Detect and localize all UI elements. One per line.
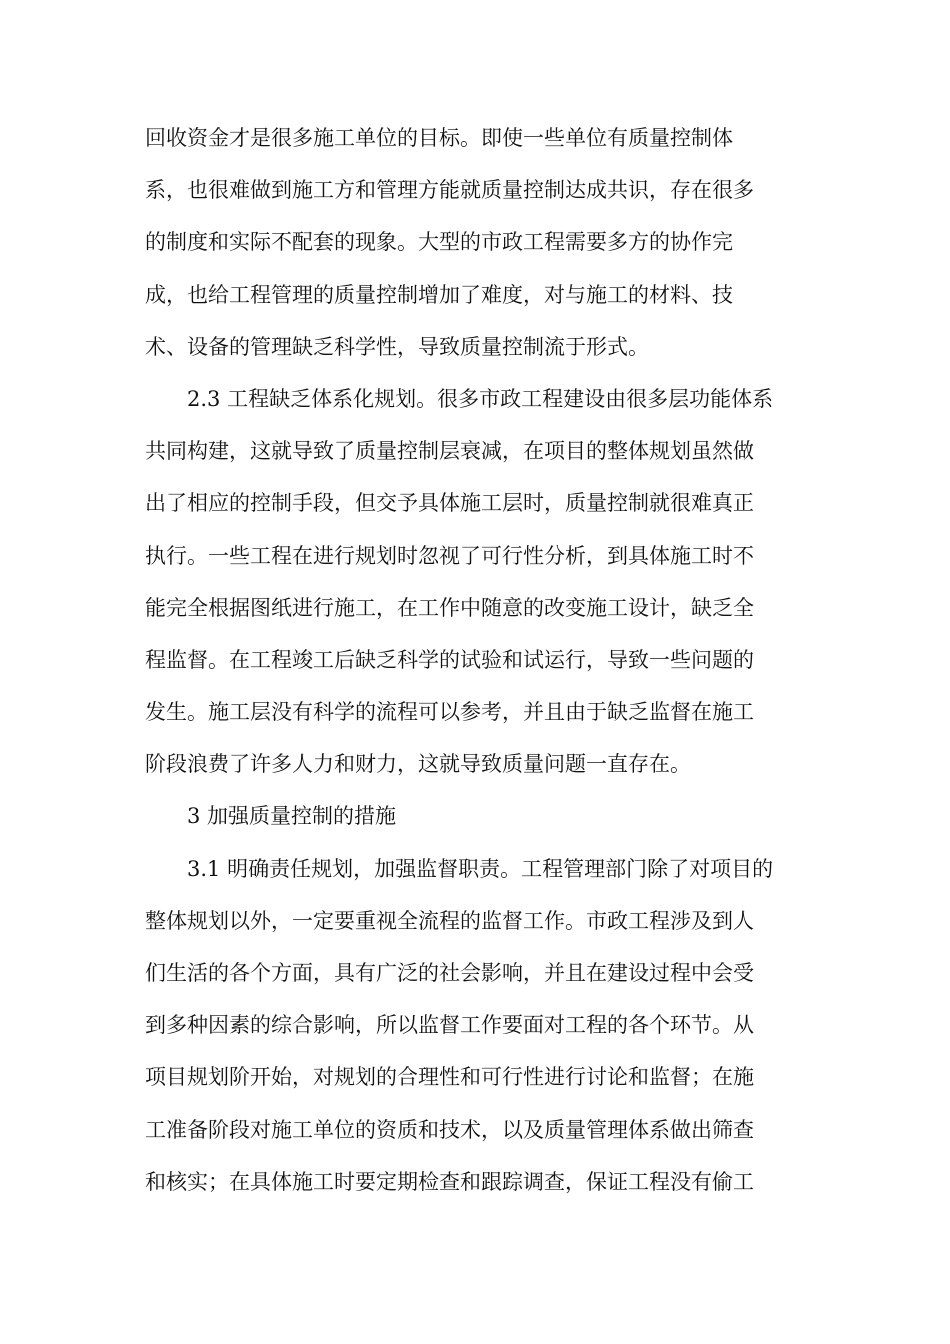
text-line: 阶段浪费了许多人力和财力，这就导致质量问题一直存在。	[145, 752, 691, 777]
text-line: 发生。施工层没有科学的流程可以参考，并且由于缺乏监督在施工	[145, 700, 754, 725]
body-text	[145, 112, 805, 1208]
text-line: 和核实；在具体施工时要定期检查和跟踪调查，保证工程没有偷工	[145, 1169, 754, 1194]
text-line: 系，也很难做到施工方和管理方能就质量控制达成共识，存在很多	[145, 178, 754, 203]
paragraph-start-line: 3 加强质量控制的措施	[187, 804, 397, 829]
text-line: 成，也给工程管理的质量控制增加了难度，对与施工的材料、技	[145, 282, 733, 307]
paragraph-start-line: 3.1 明确责任规划，加强监督职责。工程管理部门除了对项目的	[187, 856, 774, 881]
text-line: 们生活的各个方面，具有广泛的社会影响，并且在建设过程中会受	[145, 961, 754, 985]
paragraph-start-line: 2.3 工程缺乏体系化规划。很多市政工程建设由很多层功能体系	[187, 386, 774, 411]
text-line: 出了相应的控制手段，但交予具体施工层时，质量控制就很难真正	[145, 491, 754, 516]
text-line: 到多种因素的综合影响，所以监督工作要面对工程的各个环节。从	[145, 1013, 754, 1038]
text-line: 项目规划阶开始，对规划的合理性和可行性进行讨论和监督；在施	[145, 1065, 754, 1090]
text-line: 工准备阶段对施工单位的资质和技术，以及质量管理体系做出筛查	[145, 1117, 754, 1142]
text-line: 回收资金才是很多施工单位的目标。即使一些单位有质量控制体	[145, 126, 733, 150]
text-line: 能完全根据图纸进行施工，在工作中随意的改变施工设计，缺乏全	[145, 595, 754, 620]
text-line: 程监督。在工程竣工后缺乏科学的试验和试运行，导致一些问题的	[145, 647, 754, 672]
text-line: 执行。一些工程在进行规划时忽视了可行性分析，到具体施工时不	[145, 543, 754, 568]
text-line: 共同构建，这就导致了质量控制层衰减，在项目的整体规划虽然做	[145, 439, 754, 464]
text-line: 整体规划以外，一定要重视全流程的监督工作。市政工程涉及到人	[145, 908, 754, 933]
text-line: 的制度和实际不配套的现象。大型的市政工程需要多方的协作完	[145, 230, 733, 255]
text-line: 术、设备的管理缺乏科学性，导致质量控制流于形式。	[145, 334, 649, 359]
